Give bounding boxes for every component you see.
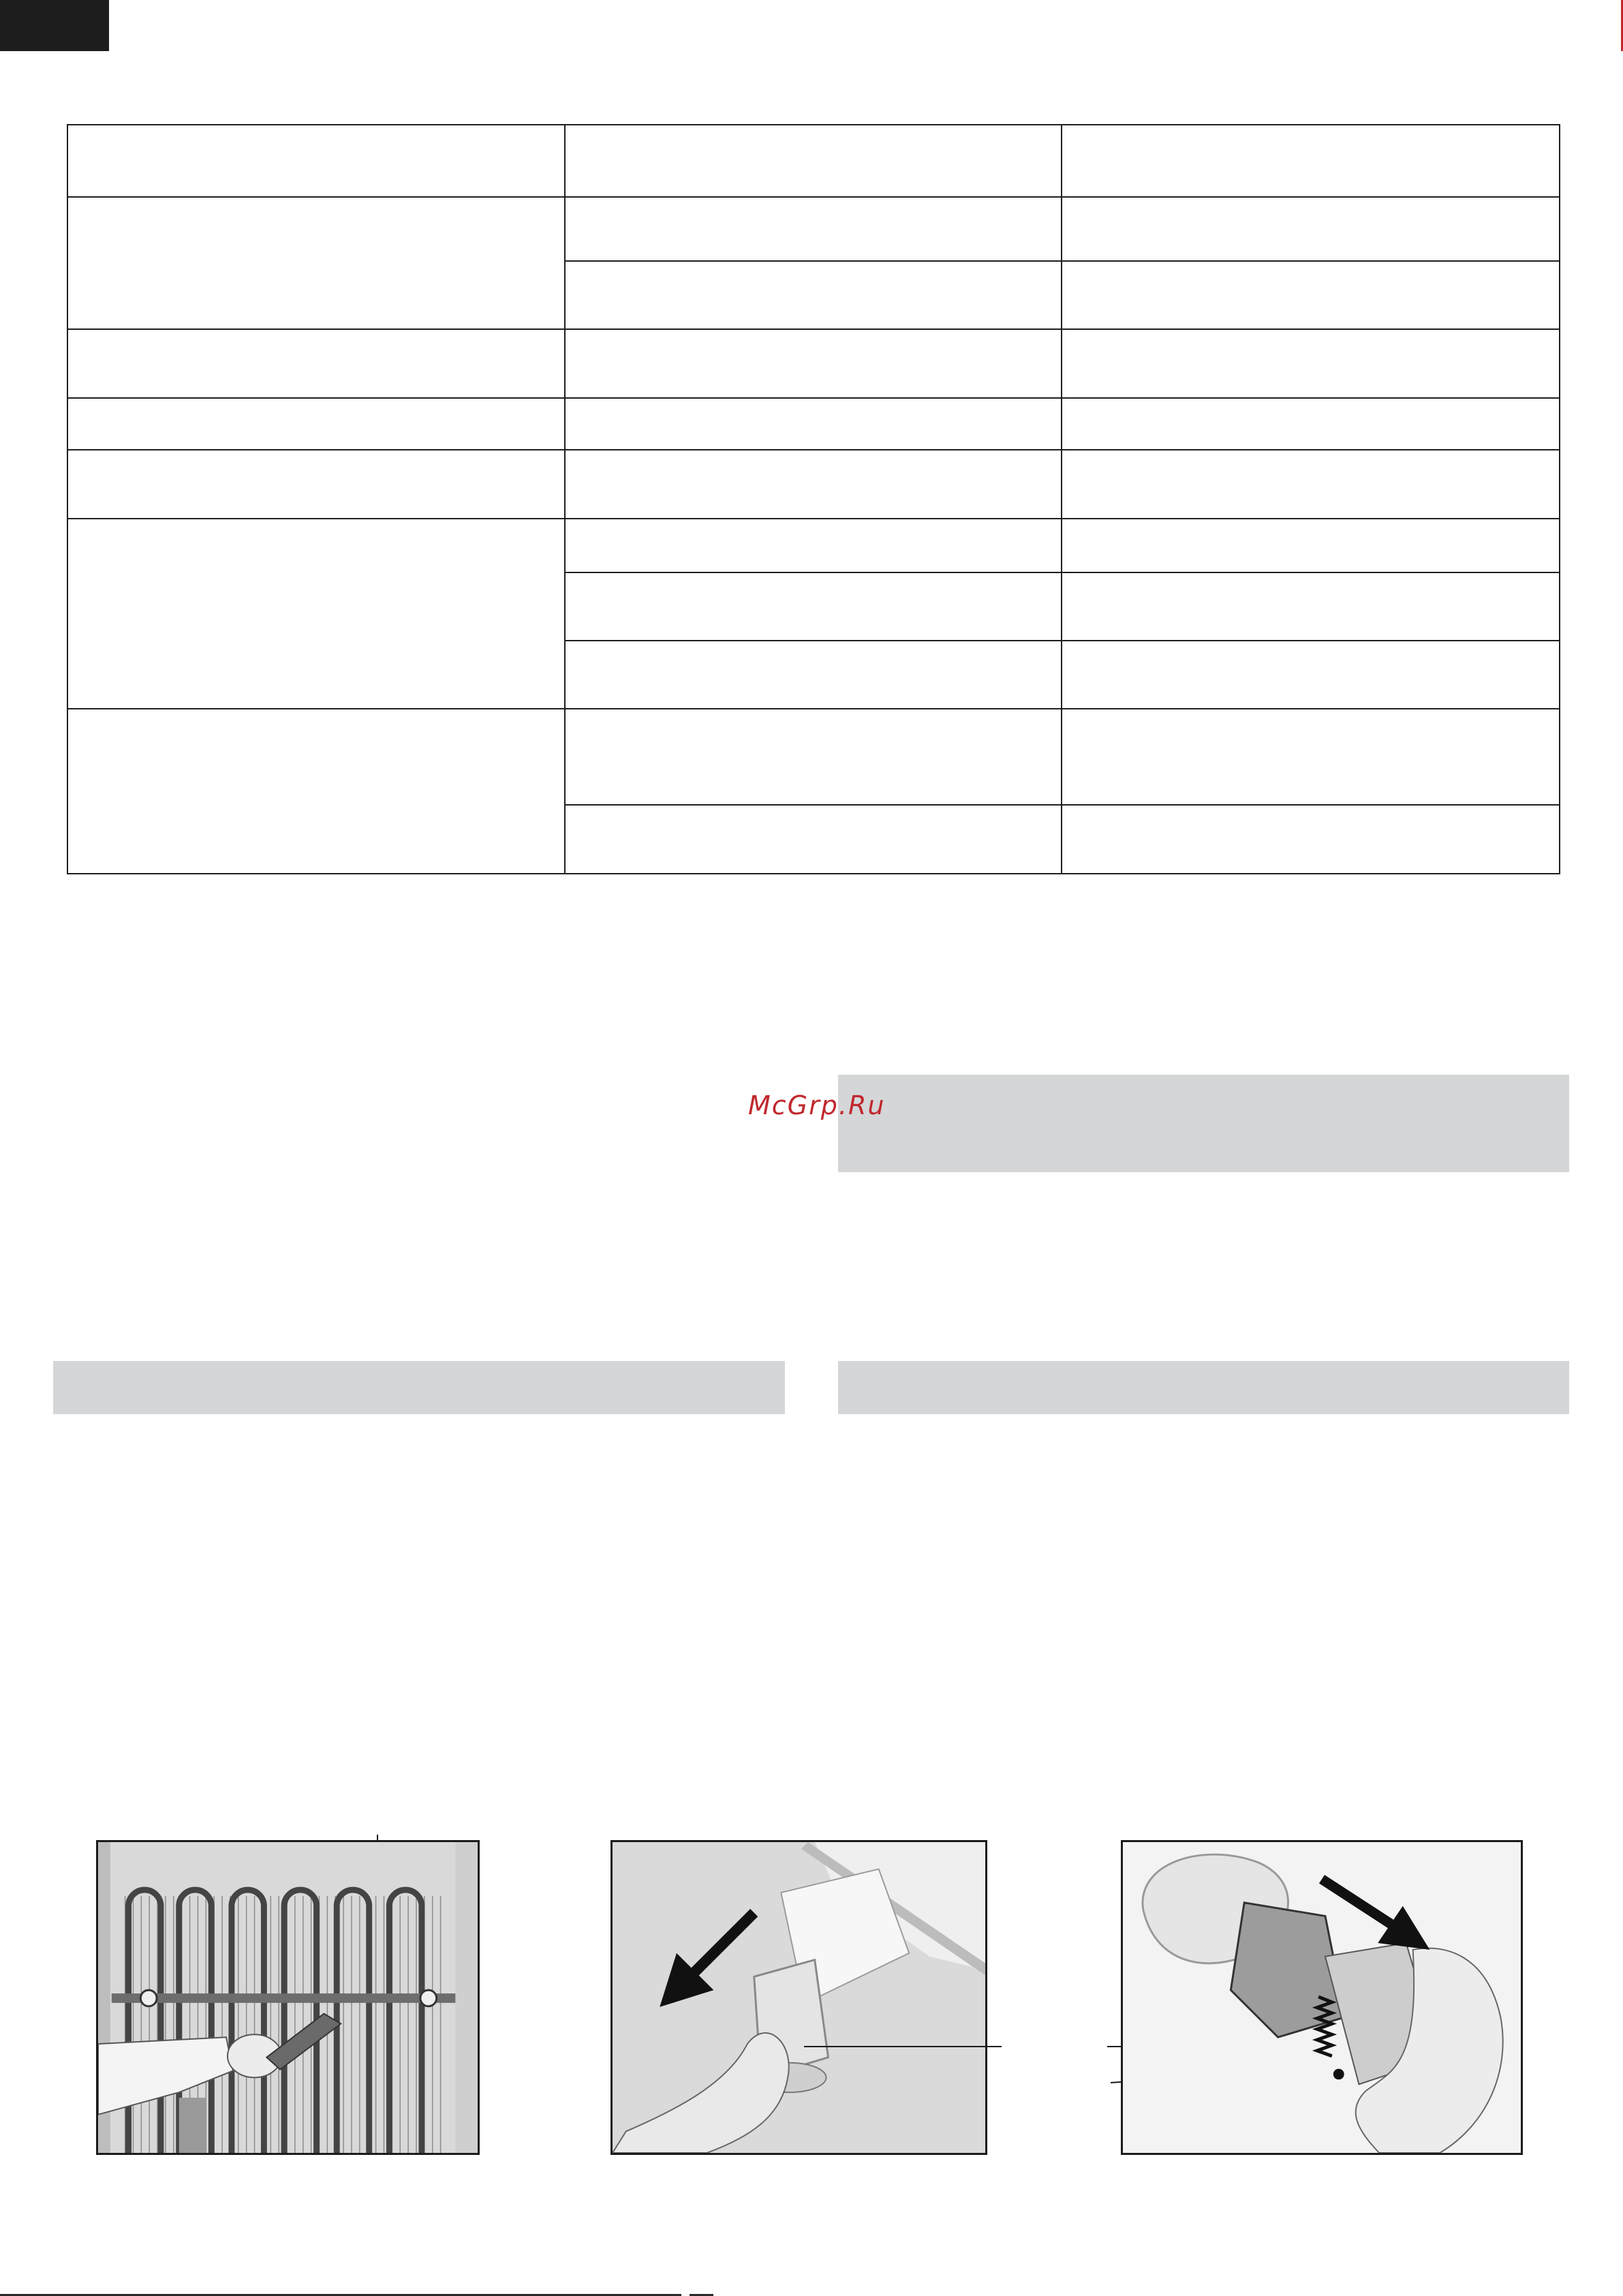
troubleshooting-table — [67, 124, 1560, 874]
brush-icon — [98, 1842, 478, 2153]
table-cell — [565, 261, 1062, 329]
table-cell — [67, 709, 565, 874]
table-cell — [565, 709, 1062, 805]
table-row — [67, 197, 1560, 261]
table-cell — [565, 641, 1062, 709]
table-header-cell — [565, 125, 1062, 197]
table-cell — [1062, 261, 1560, 329]
watermark: McGrp.Ru — [748, 1090, 886, 1120]
table-cell — [565, 450, 1062, 519]
table-cell — [1062, 329, 1560, 398]
section-heading-bar-right — [838, 1361, 1569, 1414]
table-cell — [565, 329, 1062, 398]
table-cell — [67, 398, 565, 450]
table-cell — [1062, 519, 1560, 572]
table-cell — [1062, 450, 1560, 519]
table-cell — [67, 519, 565, 709]
table-cell — [1062, 641, 1560, 709]
table-cell — [565, 572, 1062, 641]
page-corner-tab — [0, 0, 109, 51]
table-header-cell — [67, 125, 565, 197]
section-heading-bar-left — [53, 1361, 785, 1414]
arrow-down-right-icon — [1123, 1842, 1521, 2153]
table-cell — [1062, 398, 1560, 450]
table-cell — [67, 329, 565, 398]
table-row — [67, 450, 1560, 519]
table-cell — [565, 519, 1062, 572]
table-header-cell — [1062, 125, 1560, 197]
table-row — [67, 329, 1560, 398]
table-cell — [565, 398, 1062, 450]
figure-tap-disassembly — [1121, 1840, 1523, 2155]
table-header-row — [67, 125, 1560, 197]
table-cell — [1062, 709, 1560, 805]
table-cell — [565, 197, 1062, 261]
table-cell — [67, 197, 565, 329]
table-row — [67, 519, 1560, 572]
figure-condenser-coil — [96, 1840, 480, 2155]
table-cell — [565, 805, 1062, 874]
table-cell — [1062, 572, 1560, 641]
table-cell — [67, 450, 565, 519]
table-row — [67, 398, 1560, 450]
table-row — [67, 709, 1560, 805]
section-heading-bar-right-top — [838, 1075, 1569, 1172]
table-cell — [1062, 197, 1560, 261]
figure-bottle-removal — [610, 1840, 987, 2155]
table-cell — [1062, 805, 1560, 874]
arrow-down-left-icon — [613, 1842, 985, 2153]
callout-leader-line — [804, 2046, 1002, 2047]
